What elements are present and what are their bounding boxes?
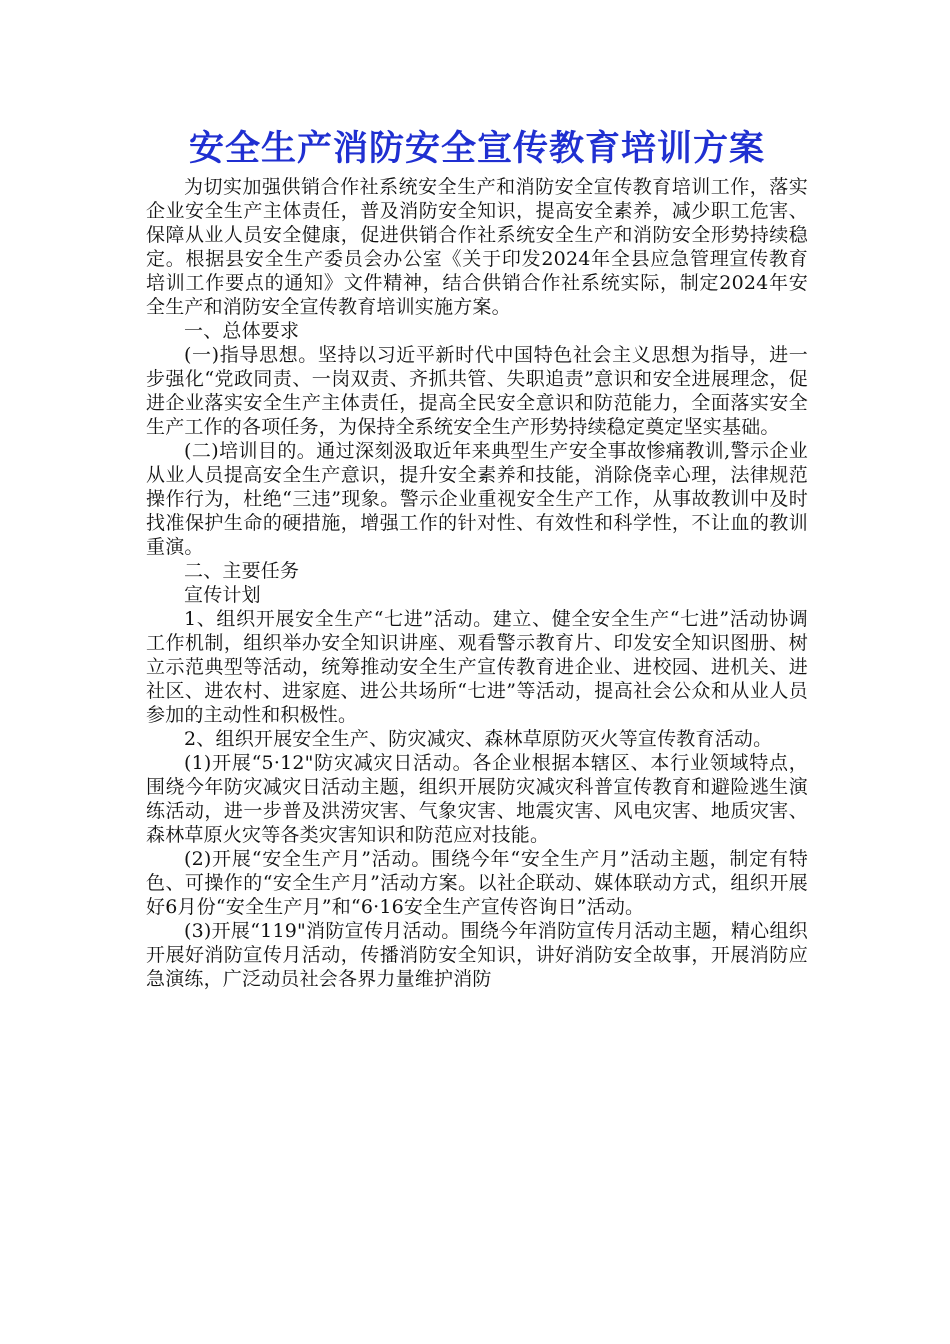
section-heading-main-tasks: 二、主要任务 <box>184 560 300 582</box>
task-2-item-3-paragraph: (3)开展“119"消防宣传月活动。围绕今年消防宣传月活动主题，精心组织开展好消防宣传月活动，传播消防安全知识，讲好消防安全故事，开展消防应急演练，广泛动员社会各界力量维护消防 <box>146 920 808 990</box>
task-2-item-1-paragraph: (1)开展“5·12"防灾减灾日活动。各企业根据本辖区、本行业领域特点，围绕今年防灾减灾日活动主题，组织开展防灾减灾科普宣传教育和避险逃生演练活动，进一步普及洪涝灾害、气象灾害、地震灾害、风电灾害、地质灾害、森林草原火灾等各类灾害知识和防范应对技能。 <box>146 752 808 846</box>
task-2-item-2-paragraph: (2)开展“安全生产月”活动。围绕今年“安全生产月”活动主题，制定有特色、可操作的“安全生产月”活动方案。以社企联动、媒体联动方式，组织开展好6月份“安全生产月”和“6·16安全生产宣传咨询日”活动。 <box>146 848 808 918</box>
document-page <box>146 126 808 991</box>
task-2-paragraph: 2、组织开展安全生产、防灾减灾、森林草原防灭火等宣传教育活动。 <box>184 728 773 750</box>
section-heading-general-requirements: 一、总体要求 <box>184 320 300 342</box>
task-1-paragraph: 1、组织开展安全生产“七进”活动。建立、健全安全生产“七进”活动协调工作机制，组织举办安全知识讲座、观看警示教育片、印发安全知识图册、树立示范典型等活动，统筹推动安全生产宣传教育进企业、进校园、进机关、进社区、进农村、进家庭、进公共场所“七进”等活动，提高社会公众和从业人员参加的主动性和积极性。 <box>146 608 808 726</box>
guiding-thought-paragraph: (一)指导思想。坚持以习近平新时代中国特色社会主义思想为指导，进一步强化“党政同责、一岗双责、齐抓共管、失职追责”意识和安全进展理念，促进企业落实安全生产主体责任，提高全民安全意识和防范能力，全面落实安全生产工作的各项任务，为保持全系统安全生产形势持续稳定奠定坚实基础。 <box>146 344 808 438</box>
subheading-publicity-plan: 宣传计划 <box>184 584 261 606</box>
training-purpose-paragraph: (二)培训目的。通过深刻汲取近年来典型生产安全事故惨痛教训,警示企业从业人员提高安全生产意识，提升安全素养和技能，消除侥幸心理，法律规范操作行为，杜绝“三违”现象。警示企业重视安全生产工作，从事故教训中及时找准保护生命的硬措施，增强工作的针对性、有效性和科学性，不让血的教训重演。 <box>146 440 808 558</box>
document-body <box>146 175 808 991</box>
document-title: 安全生产消防安全宣传教育培训方案 <box>188 129 765 169</box>
intro-paragraph: 为切实加强供销合作社系统安全生产和消防安全宣传教育培训工作，落实企业安全生产主体责任，普及消防安全知识，提高安全素养，减少职工危害、保障从业人员安全健康，促进供销合作社系统安全生产和消防安全形势持续稳定。根据县安全生产委员会办公室《关于印发2024年全县应急管理宣传教育培训工作要点的通知》文件精神，结合供销合作社系统实际，制定2024年安全生产和消防安全宣传教育培训实施方案。 <box>146 176 808 318</box>
